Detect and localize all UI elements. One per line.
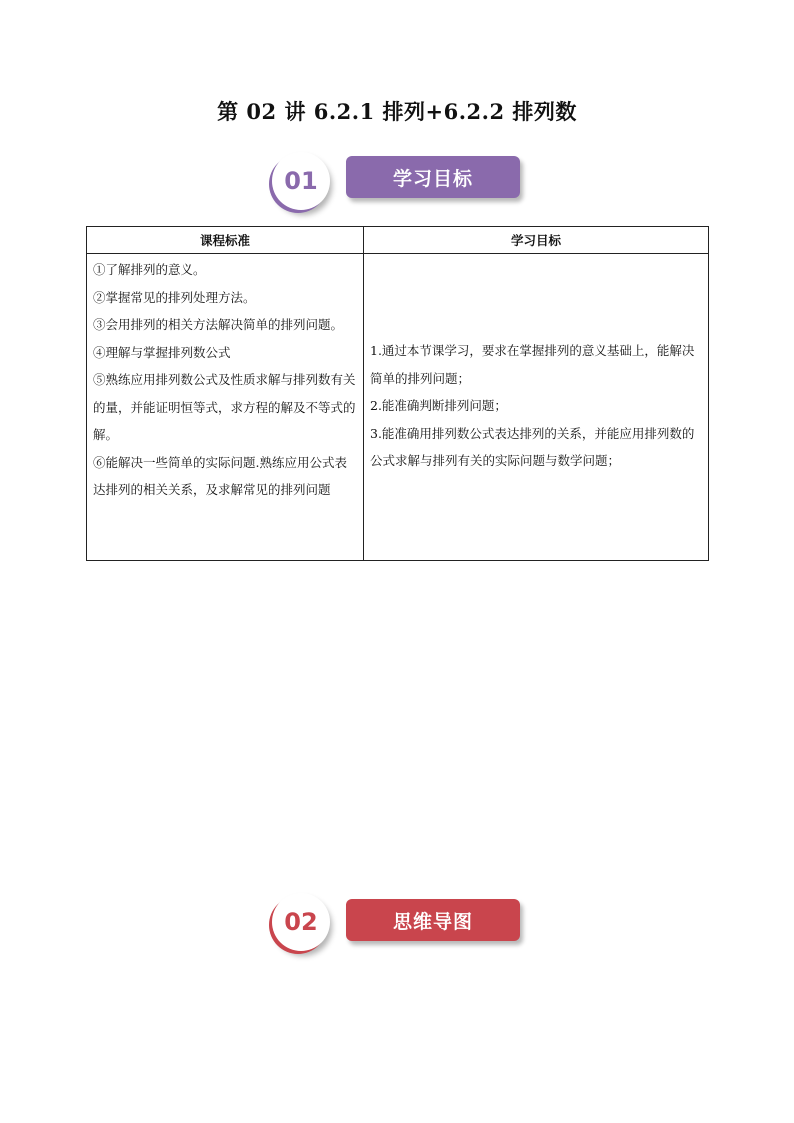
- standards-cell: [87, 254, 364, 561]
- standard-item: ①了解排列的意义。: [93, 262, 206, 277]
- section-banner-mind-map: [272, 893, 532, 957]
- column-header-standards: 课程标准: [87, 227, 364, 254]
- goals-table: [86, 226, 709, 561]
- section-label: 思维导图: [346, 899, 520, 941]
- goal-item: 1.通过本节课学习，要求在掌握排列的意义基础上，能解决简单的排列问题；: [370, 343, 695, 386]
- page-title: 第 02 讲 6.2.1 排列+6.2.2 排列数: [217, 99, 577, 124]
- section-banner-learning-goals: [272, 152, 532, 216]
- table-row: [87, 254, 709, 561]
- goal-item: 3.能准确用排列数公式表达排列的关系，并能应用排列数的公式求解与排列有关的实际问题与数学问题；: [370, 425, 695, 469]
- column-header-goals: 学习目标: [364, 227, 709, 254]
- standard-item: ⑥能解决一些简单的实际问题.熟练应用公式表达排列的相关关系，及求解常见的排列问题: [93, 454, 347, 497]
- standard-item: ④理解与掌握排列数公式: [93, 344, 231, 360]
- standard-item: ③会用排列的相关方法解决简单的排列问题。: [93, 317, 344, 332]
- section-number-badge: 02: [272, 893, 330, 951]
- goals-cell: [364, 254, 709, 561]
- goal-item: 2.能准确判断排列问题；: [370, 398, 507, 414]
- table-header-row: [87, 227, 709, 254]
- standard-item: ⑤熟练应用排列数公式及性质求解与排列数有关的量，并能证明恒等式，求方程的解及不等式的解。: [93, 372, 356, 442]
- standard-item: ②掌握常见的排列处理方法。: [93, 289, 256, 305]
- section-number-badge: 01: [272, 152, 330, 210]
- section-label: 学习目标: [346, 156, 520, 198]
